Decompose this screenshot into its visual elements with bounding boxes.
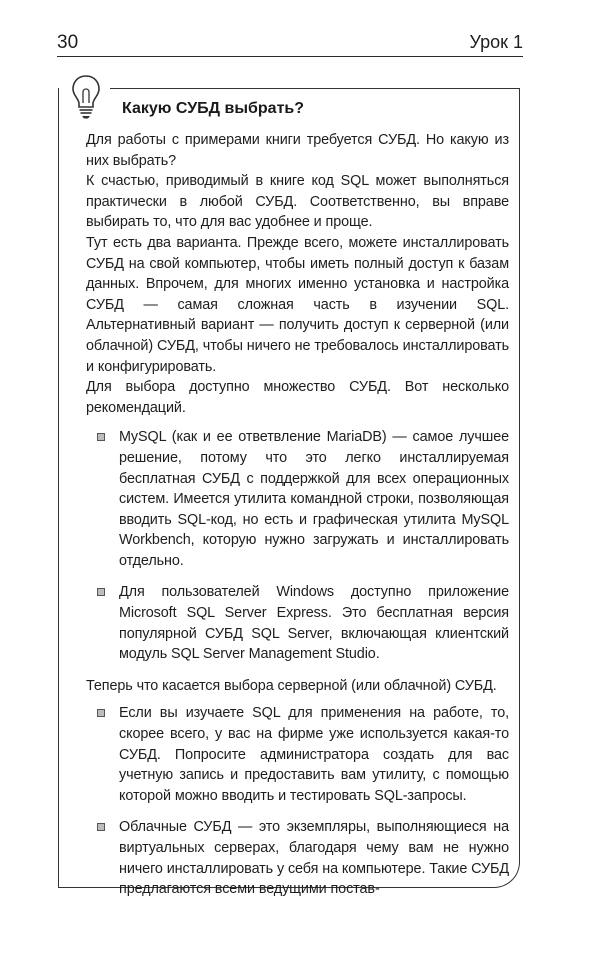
paragraph: Тут есть два варианта. Прежде всего, можете инсталлировать СУБД на свой компьютер, чтобы иметь полный доступ к базам данных. Впрочем, для многих именно установка и настройка СУБД — самая сложная часть в изучении SQL. Альтернативный вариант — получить доступ к серверной (или облачной) СУБД, чтобы ничего не требовалось инсталлировать и конфигурировать. [86,234,509,375]
list-item [86,817,509,899]
square-bullet-icon [97,433,105,441]
lightbulb-icon [66,70,106,120]
paragraph: Теперь что касается выбора серверной (или облачной) СУБД. [86,677,497,694]
paragraph: Для выбора доступно множество СУБД. Вот несколько рекомендаций. [86,379,509,416]
sidebar-box-top-rule [110,88,520,89]
sidebar-content [86,130,509,911]
page-number: 30 [57,32,79,53]
recommendation-list [86,427,509,665]
running-title: Урок 1 [469,32,523,52]
list-item-text: Для пользователей Windows доступно приложение Microsoft SQL Server Express. Это бесплатная версия популярной СУБД SQL Server, включающая клиентский модуль SQL Server Management Studio. [119,584,509,663]
list-item-text: Если вы изучаете SQL для применения на работе, то, скорее всего, у вас на фирме уже используется какая-то СУБД. Попросите администратора создать для вас учетную запись и предоставить вам утилиту, с помощью которой можно вводить и тестировать SQL-запросы. [119,705,509,804]
paragraph: Для работы с примерами книги требуется СУБД. Но какую из них выбрать? [86,132,509,169]
page-header [57,30,523,57]
list-item [86,427,509,571]
list-item-text: Облачные СУБД — это экземпляры, выполняющиеся на виртуальных серверах, благодаря чему вам не нужно ничего инсталлировать у себя на компьютере. Такие СУБД предлагаются всеми ведущими постав- [119,819,509,898]
list-item-text: MySQL (как и ее ответвление MariaDB) — самое лучшее решение, потому что это легко инсталлируемая бесплатная СУБД с поддержкой для всех операционных систем. Имеется утилита командной строки, позволяющая вводить SQL-код, но есть и графическая утилита MySQL Workbench, которую нужно загружать и инсталлировать отдельно. [119,429,509,569]
sidebar-title: Какую СУБД выбрать? [122,100,305,117]
server-list [86,703,509,899]
list-item [86,582,509,664]
list-item [86,703,509,806]
square-bullet-icon [97,588,105,596]
paragraph: К счастью, приводимый в книге код SQL может выполняться практически в любой СУБД. Соответственно, вы вправе выбирать то, что для вас удобнее и проще. [86,173,509,231]
square-bullet-icon [97,709,105,717]
square-bullet-icon [97,823,105,831]
